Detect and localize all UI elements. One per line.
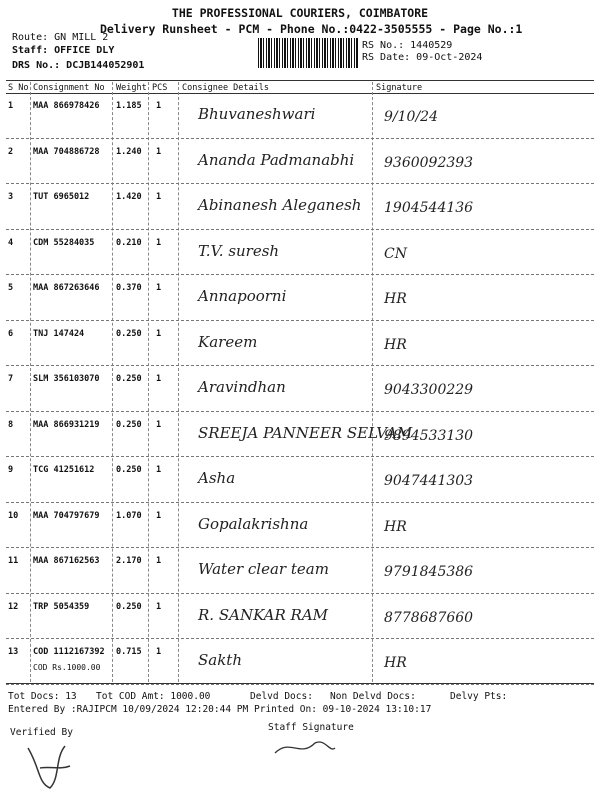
row-sno: 2 [8, 146, 14, 157]
row-weight: 2.170 [116, 556, 142, 566]
row-consignment-no: MAA 704797679 [33, 510, 100, 521]
row-sno: 13 [8, 647, 19, 657]
row-pcs: 1 [156, 101, 162, 111]
col-sno: S No [8, 83, 29, 93]
rs-date: RS Date: 09-Oct-2024 [362, 52, 483, 63]
row-consignment-no: COD 1112167392 [33, 647, 105, 657]
verified-by-label: Verified By [10, 727, 73, 738]
row-signature-handwritten: 9/10/24 [384, 109, 438, 125]
row-divider [6, 138, 594, 139]
row-sno: 7 [8, 374, 14, 384]
total-cod: Tot COD Amt: 1000.00 [96, 691, 211, 702]
row-divider [6, 365, 594, 366]
row-divider [6, 502, 594, 503]
row-signature-handwritten: 9047441303 [384, 473, 474, 489]
col-signature: Signature [376, 83, 423, 93]
verifier-signature-scribble [20, 738, 80, 793]
row-pcs: 1 [156, 146, 162, 157]
row-consignee-handwritten: Water clear team [198, 560, 329, 578]
row-consignee-handwritten: Gopalakrishna [198, 514, 309, 533]
row-sno: 8 [8, 419, 14, 430]
row-consignment-no: MAA 867263646 [33, 283, 100, 293]
route-label: Route: GN MILL 2 [12, 32, 109, 43]
row-pcs: 1 [156, 237, 162, 248]
runsheet-subtitle: Delivery Runsheet - PCM - Phone No.:0422-3505555 - Page No.:1 [100, 22, 523, 36]
row-signature-handwritten: HR [384, 655, 407, 671]
row-consignee-handwritten: Aravindhan [198, 378, 286, 396]
row-weight: 0.250 [116, 374, 142, 384]
row-weight: 0.250 [116, 465, 142, 475]
non-delivered-docs: Non Delvd Docs: [330, 691, 416, 702]
row-weight: 1.070 [116, 510, 142, 521]
row-signature-handwritten: 9043300229 [384, 382, 474, 398]
row-consignee-handwritten: Abinanesh Aleganesh [198, 196, 362, 214]
row-consignment-no: MAA 866931219 [33, 419, 100, 430]
row-pcs: 1 [156, 601, 162, 612]
row-sno: 10 [8, 510, 19, 521]
row-pcs: 1 [156, 283, 162, 293]
printed-on: Printed On: 09-10-2024 13:10:17 [254, 704, 432, 715]
row-consignment-no: MAA 867162563 [33, 556, 100, 566]
row-weight: 0.250 [116, 601, 142, 612]
row-weight: 1.240 [116, 146, 142, 157]
row-divider [6, 547, 594, 548]
row-consignee-handwritten: Asha [198, 469, 236, 487]
col-consignee: Consignee Details [182, 83, 269, 93]
row-pcs: 1 [156, 374, 162, 384]
row-divider [6, 320, 594, 321]
row-weight: 0.370 [116, 283, 142, 293]
row-consignee-handwritten: Sakth [198, 651, 242, 669]
row-consignment-no: TUT 6965012 [33, 192, 90, 202]
row-signature-handwritten: HR [384, 291, 407, 307]
entered-by: Entered By :RAJIPCM 10/09/2024 12:20:44 PM [8, 704, 249, 715]
row-consignment-no: CDM 55284035 [33, 237, 95, 248]
company-title: THE PROFESSIONAL COURIERS, COIMBATORE [171, 6, 429, 20]
row-consignee-handwritten: Kareem [198, 332, 258, 351]
row-divider [6, 274, 594, 275]
col-pcs: PCS [152, 83, 168, 93]
row-weight: 1.420 [116, 192, 142, 202]
row-weight: 0.250 [116, 328, 142, 339]
col-consignment: Consignment No [33, 83, 105, 93]
row-consignee-handwritten: T.V. suresh [198, 241, 280, 260]
row-consignment-no: MAA 866978426 [33, 101, 100, 111]
row-consignment-no: TRP 5054359 [33, 601, 90, 612]
row-pcs: 1 [156, 465, 162, 475]
row-sno: 6 [8, 328, 14, 339]
row-signature-handwritten: 9791845386 [384, 564, 474, 580]
row-pcs: 1 [156, 419, 162, 430]
table-header-rule [6, 93, 594, 94]
staff-signature-scribble [270, 733, 340, 763]
barcode [258, 38, 358, 68]
row-pcs: 1 [156, 556, 162, 566]
row-divider [6, 183, 594, 184]
row-consignment-no: MAA 704886728 [33, 146, 100, 157]
row-sno: 9 [8, 465, 14, 475]
row-divider [6, 456, 594, 457]
row-divider [6, 411, 594, 412]
row-weight: 0.210 [116, 237, 142, 248]
delivered-docs: Delvd Docs: [250, 691, 313, 702]
row-signature-handwritten: 9894533130 [384, 427, 474, 444]
row-sno: 5 [8, 283, 14, 293]
row-pcs: 1 [156, 647, 162, 657]
row-consignment-no: TNJ 147424 [33, 328, 85, 339]
row-signature-handwritten: HR [384, 518, 407, 535]
row-pcs: 1 [156, 328, 162, 339]
row-signature-handwritten: 1904544136 [384, 200, 474, 216]
row-consignment-no: SLM 356103070 [33, 374, 100, 384]
row-consignee-handwritten: Bhuvaneshwari [198, 105, 316, 123]
row-signature-handwritten: HR [384, 336, 407, 353]
row-divider [6, 638, 594, 639]
staff-signature-label: Staff Signature [268, 722, 354, 733]
row-consignee-handwritten: Ananda Padmanabhi [198, 150, 355, 169]
rs-number: RS No.: 1440529 [362, 40, 453, 51]
row-weight: 1.185 [116, 101, 142, 111]
row-sno: 3 [8, 192, 14, 202]
row-consignee-handwritten: R. SANKAR RAM [198, 605, 329, 624]
row-weight: 0.715 [116, 647, 142, 657]
row-signature-handwritten: CN [384, 245, 407, 262]
row-signature-handwritten: 9360092393 [384, 154, 474, 171]
col-weight: Weight [116, 83, 147, 93]
total-docs: Tot Docs: 13 [8, 691, 77, 702]
table-top-rule [6, 80, 594, 81]
delivery-points: Delvy Pts: [450, 691, 508, 702]
staff-label: Staff: OFFICE DLY [12, 45, 115, 56]
row-pcs: 1 [156, 510, 162, 521]
table-bottom-rule [6, 683, 594, 684]
drs-number: DRS No.: DCJB144052901 [12, 60, 145, 71]
row-consignee-handwritten: Annapoorni [198, 287, 287, 305]
row-sno: 11 [8, 556, 19, 566]
row-sno: 12 [8, 601, 19, 612]
row-sno: 1 [8, 101, 14, 111]
row-signature-handwritten: 8778687660 [384, 609, 474, 626]
row-divider [6, 229, 594, 230]
row-sno: 4 [8, 237, 14, 248]
row-cod-amount: COD Rs.1000.00 [33, 663, 101, 672]
row-pcs: 1 [156, 192, 162, 202]
row-divider [6, 593, 594, 594]
row-consignee-handwritten: SREEJA PANNEER SELVAM [198, 423, 413, 442]
row-weight: 0.250 [116, 419, 142, 430]
row-consignment-no: TCG 41251612 [33, 465, 95, 475]
